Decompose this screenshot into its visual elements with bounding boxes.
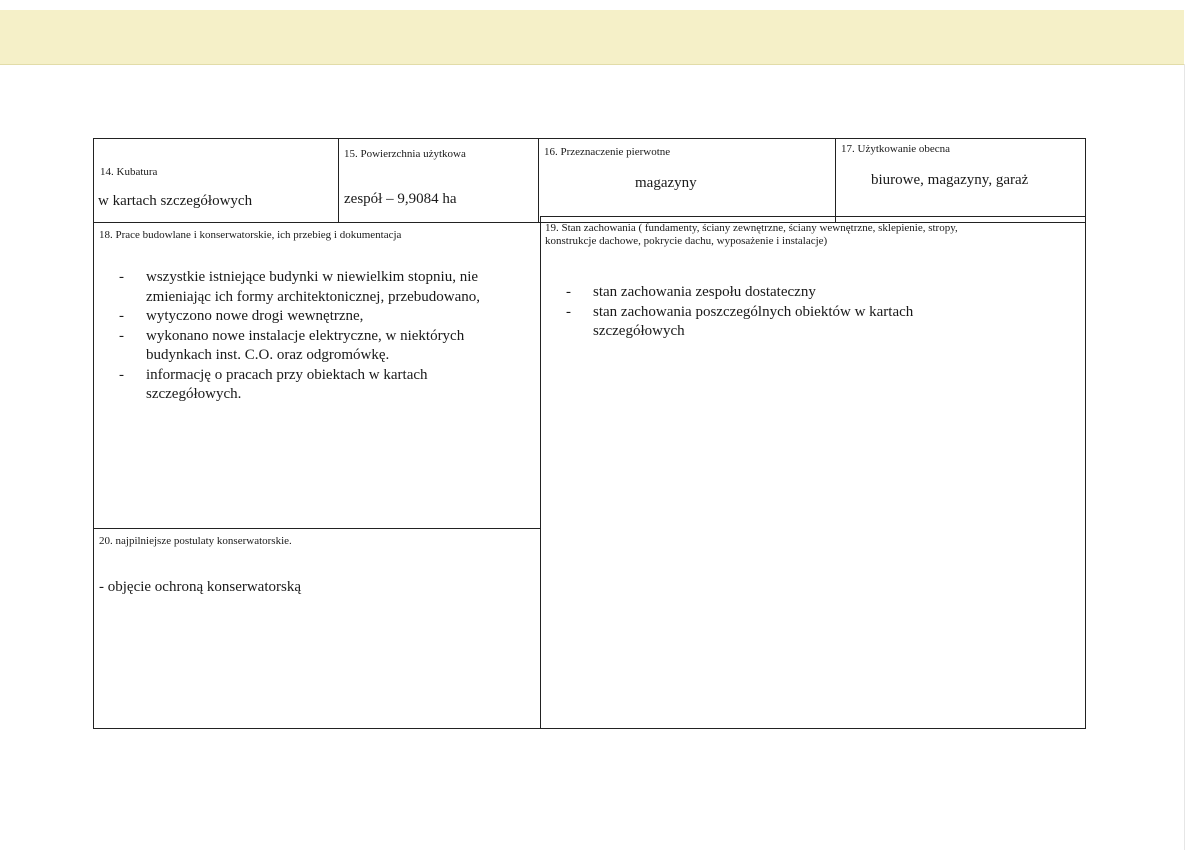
cell-15-powierzchnia bbox=[338, 138, 539, 223]
label-15: 15. Powierzchnia użytkowa bbox=[344, 148, 466, 160]
cell-20-postulaty bbox=[93, 528, 541, 729]
value-20: - objęcie ochroną konserwatorską bbox=[99, 579, 302, 595]
cell-14-kubatura bbox=[93, 138, 339, 223]
cell-16-przeznaczenie bbox=[538, 138, 836, 223]
cell-19-stan bbox=[540, 216, 1086, 729]
cell-18-prace bbox=[93, 222, 541, 529]
label-16: 16. Przeznaczenie pierwotne bbox=[544, 146, 671, 158]
list-item: - informację o pracach przy obiektach w kartach szczegółowych. bbox=[119, 366, 519, 405]
value-15: zespół – 9,9084 ha bbox=[344, 191, 457, 207]
label-19-line2: konstrukcje dachowe, pokrycie dachu, wyposażenie i instalacje) bbox=[545, 235, 828, 247]
scan-top-strip bbox=[0, 10, 1184, 65]
label-19-line1: 19. Stan zachowania ( fundamenty, ściany zewnętrzne, ściany wewnętrzne, sklepienie, stropy, bbox=[545, 222, 958, 234]
value-16: magazyny bbox=[635, 175, 697, 191]
label-20: 20. najpilniejsze postulaty konserwatorskie. bbox=[99, 535, 292, 547]
list-item: - wykonano nowe instalacje elektryczne, w niektórych budynkach inst. C.O. oraz odgromówkę. bbox=[119, 327, 519, 366]
list-item: - stan zachowania poszczególnych obiektów w kartach szczegółowych bbox=[566, 303, 986, 342]
value-17: biurowe, magazyny, garaż bbox=[871, 172, 1029, 188]
label-14: 14. Kubatura bbox=[100, 166, 158, 178]
list-item: - wytyczono nowe drogi wewnętrzne, bbox=[119, 307, 519, 327]
value-14: w kartach szczegółowych bbox=[98, 193, 253, 209]
cell-17-uzytkowanie bbox=[835, 138, 1086, 223]
list-19 bbox=[566, 283, 986, 342]
label-18: 18. Prace budowlane i konserwatorskie, ich przebieg i dokumentacja bbox=[99, 229, 402, 241]
list-item: - wszystkie istniejące budynki w niewielkim stopniu, nie zmieniając ich formy architektonicznej, przebudowano, bbox=[119, 268, 519, 307]
list-item: - stan zachowania zespołu dostateczny bbox=[566, 283, 986, 303]
list-18 bbox=[119, 268, 519, 405]
label-17: 17. Użytkowanie obecna bbox=[841, 143, 951, 155]
